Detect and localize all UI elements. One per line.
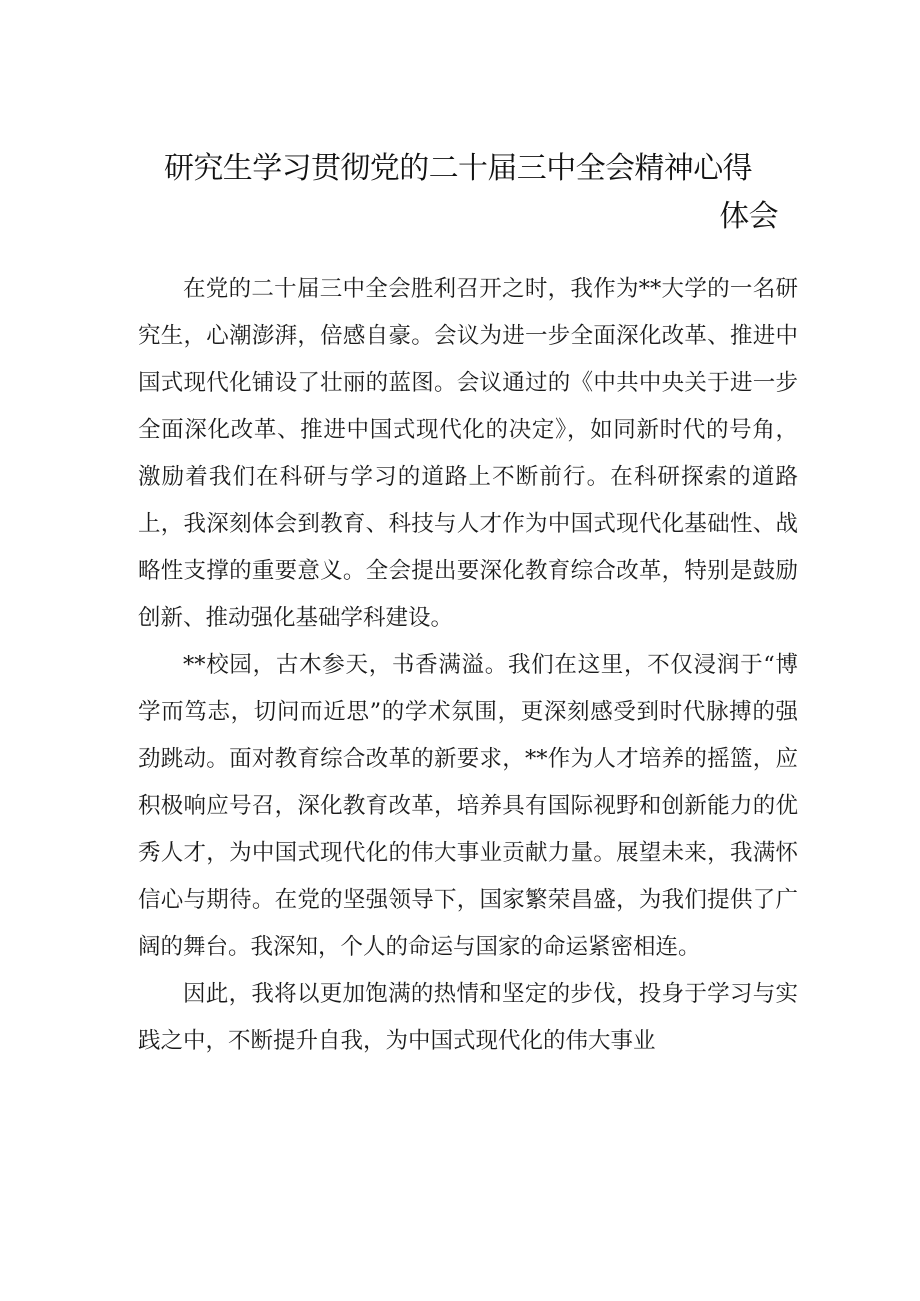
title-line-2: 体会 bbox=[719, 199, 778, 234]
document-title bbox=[138, 145, 778, 241]
document-body bbox=[138, 266, 798, 1065]
paragraph-1: 在党的二十届三中全会胜利召开之时，我作为**大学的一名研究生，心潮澎湃，倍感自豪。会议为进一步全面深化改革、推进中国式现代化铺设了壮丽的蓝图。会议通过的《中共中央关于进一步全面深化改革、推进中国式现代化的决定》，如同新时代的号角，激励着我们在科研与学习的道路上不断前行。在科研探索的道路上，我深刻体会到教育、科技与人才作为中国式现代化基础性、战略性支撑的重要意义。全会提出要深化教育综合改革，特别是鼓励创新、推动强化基础学科建设。 bbox=[138, 276, 798, 631]
paragraph-3: 因此，我将以更加饱满的热情和坚定的步伐，投身于学习与实践之中，不断提升自我，为中国式现代化的伟大事业 bbox=[138, 981, 798, 1054]
paragraph-2: **校园，古木参天，书香满溢。我们在这里，不仅浸润于“博学而笃志，切问而近思”的学术氛围，更深刻感受到时代脉搏的强劲跳动。面对教育综合改革的新要求，**作为人才培养的摇篮，应积极响应号召，深化教育改革，培养具有国际视野和创新能力的优秀人才，为中国式现代化的伟大事业贡献力量。展望未来，我满怀信心与期待。在党的坚强领导下，国家繁荣昌盛，为我们提供了广阔的舞台。我深知，个人的命运与国家的命运紧密相连。 bbox=[138, 652, 798, 960]
title-line-1: 研究生学习贯彻党的二十届三中全会精神心得 bbox=[164, 151, 752, 186]
